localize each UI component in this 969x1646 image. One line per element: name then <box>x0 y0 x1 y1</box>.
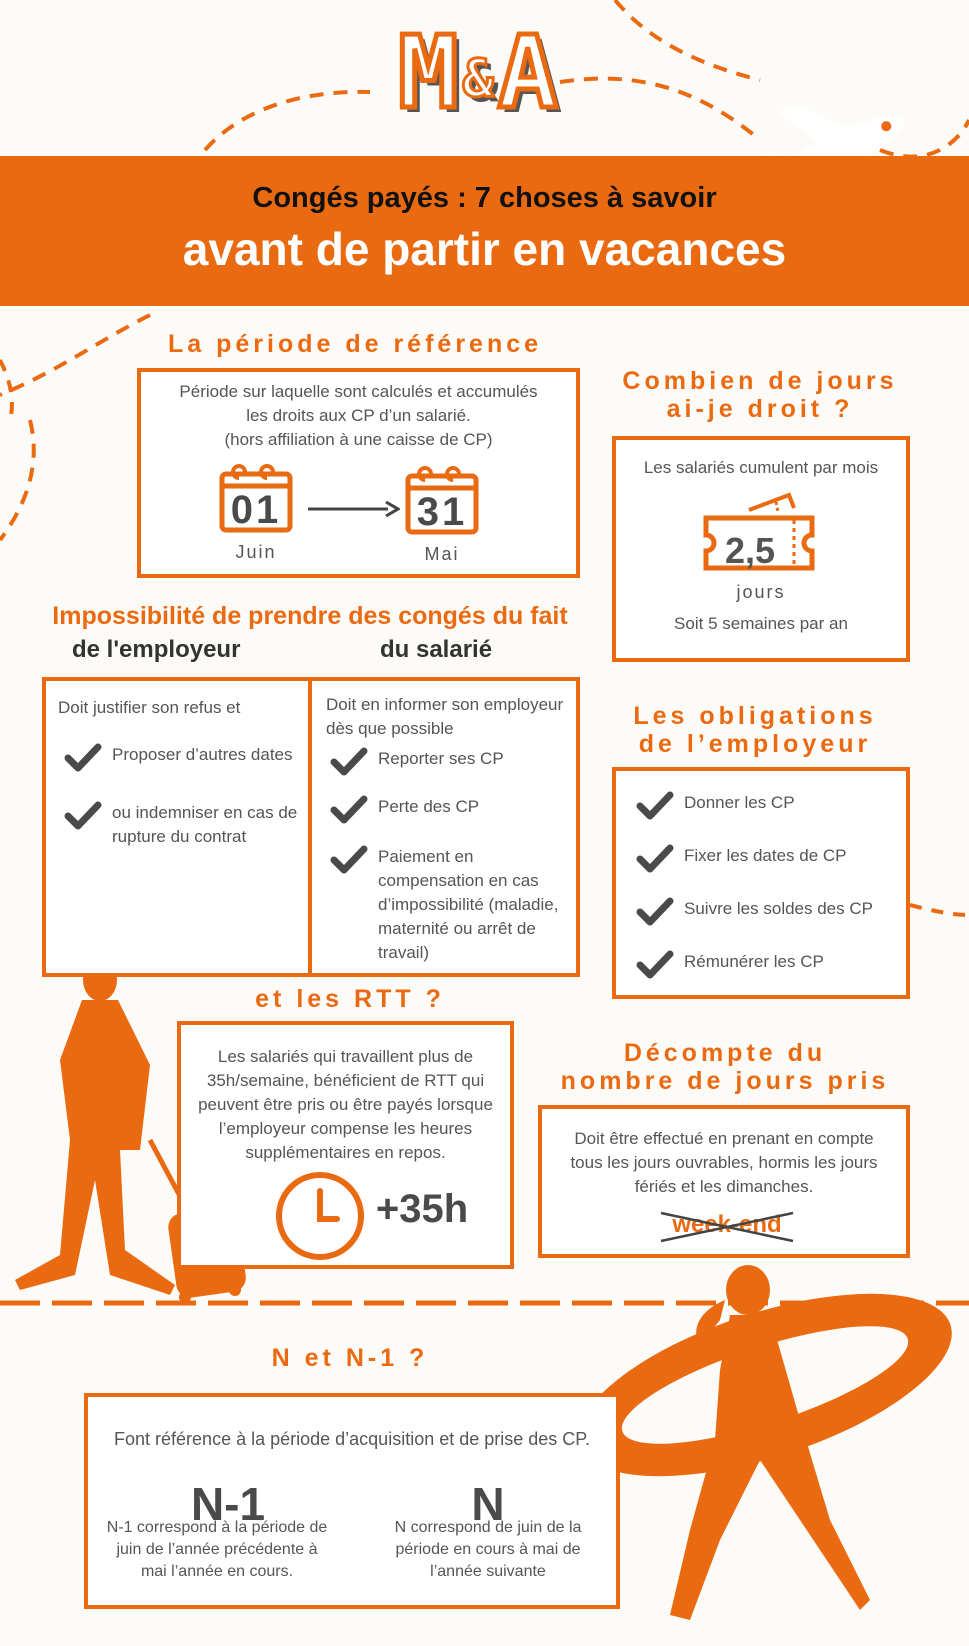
banner-title: avant de partir en vacances <box>182 223 787 275</box>
checkmark-icon <box>64 743 102 773</box>
employeur-box <box>42 677 312 977</box>
checkmark-icon <box>330 845 368 875</box>
dashed-flight-path-corner <box>615 0 969 157</box>
obligation-item <box>636 844 906 874</box>
droit-box <box>612 436 910 662</box>
employeur-item <box>64 743 304 773</box>
logo-letter-a: A <box>497 14 562 131</box>
employeur-item <box>64 801 314 849</box>
obligations-box <box>612 767 910 999</box>
obligation-item <box>636 791 906 821</box>
employeur-intro: Doit justifier son refus et <box>58 698 241 717</box>
n-label: N <box>471 1478 505 1530</box>
obligation-item-label: Fixer les dates de CP <box>684 846 847 865</box>
checkmark-icon <box>64 801 102 831</box>
dashed-flight-path-right <box>910 905 969 915</box>
clock-icon <box>273 1169 367 1263</box>
reference-start-day: 01 <box>230 488 282 532</box>
decompte-box <box>538 1105 910 1258</box>
reference-end-month: Mai <box>424 544 460 564</box>
n1-label: N-1 <box>190 1478 266 1530</box>
checkmark-icon <box>636 844 674 874</box>
logo-ampersand: & <box>462 49 498 110</box>
droit-intro: Les salariés cumulent par mois <box>643 458 879 477</box>
reference-line-2: les droits aux CP d’un salarié. <box>246 406 471 425</box>
cross-out-icon <box>657 1209 797 1245</box>
droit-unit: jours <box>736 582 786 602</box>
obligation-item-label: Donner les CP <box>684 793 795 812</box>
reference-line-3: (hors affiliation à une caisse de CP) <box>224 430 493 449</box>
droit-value: 2,5 <box>724 530 776 571</box>
checkmark-icon <box>636 950 674 980</box>
rtt-box <box>177 1021 514 1269</box>
impossibilite-title: Impossibilité de prendre des congés du fait <box>52 602 568 630</box>
salarie-item-label: Perte des CP <box>378 797 480 816</box>
salarie-box <box>308 677 580 977</box>
decompte-text: Doit être effectué en prenant en compte tous les jours ouvrables, hormis les jours fériés et les dimanches. <box>570 1129 878 1196</box>
arrow-right-icon <box>308 500 400 518</box>
brand-logo <box>370 14 590 131</box>
reference-start-month: Juin <box>235 542 277 562</box>
employeur-label: de l'employeur <box>72 636 241 663</box>
logo-letter-m: M <box>398 14 463 131</box>
reference-end-day: 31 <box>416 490 468 534</box>
rtt-text: Les salariés qui travaillent plus de 35h/semaine, bénéficient de RTT qui peuvent être pris ou être payés lorsque l’employeur compense les heures supplémentaires en repos. <box>198 1047 493 1162</box>
obligations-title-line-2: de l’employeur <box>638 730 872 758</box>
decompte-title-line-1: Décompte du <box>623 1039 827 1067</box>
banner-subtitle: Congés payés : 7 choses à savoir <box>252 182 717 214</box>
n-text: N correspond de juin de la période en cours à mai de l’année suivante <box>394 1519 582 1580</box>
n-title: N et N-1 ? <box>271 1344 429 1372</box>
n-intro: Font référence à la période d’acquisition et de prise des CP. <box>114 1429 590 1449</box>
title-banner <box>0 156 969 306</box>
n-box <box>84 1393 620 1609</box>
reference-title: La période de référence <box>167 330 543 358</box>
checkmark-icon <box>636 897 674 927</box>
salarie-item <box>330 845 570 965</box>
obligation-item-label: Suivre les soldes des CP <box>684 899 873 918</box>
salarie-item <box>330 747 570 777</box>
checkmark-icon <box>330 747 368 777</box>
employeur-item-label: ou indemniser en cas de rupture du contrat <box>112 803 298 846</box>
salarie-intro: Doit en informer son employeur dès que possible <box>326 695 564 738</box>
reference-line-1: Période sur laquelle sont calculés et accumulés <box>179 382 538 401</box>
obligation-item <box>636 897 906 927</box>
decompte-title-line-2: nombre de jours pris <box>560 1067 890 1095</box>
salarie-item-label: Reporter ses CP <box>378 749 504 768</box>
checkmark-icon <box>636 791 674 821</box>
salarie-item-label: Paiement en compensation en cas d’impossibilité (maladie, maternité ou arrêt de travail) <box>378 847 559 962</box>
rtt-title: et les RTT ? <box>255 985 445 1013</box>
droit-title-line-1: Combien de jours <box>622 367 898 395</box>
droit-note: Soit 5 semaines par an <box>674 614 848 633</box>
dashed-flight-path-left <box>0 315 150 540</box>
n1-text: N-1 correspond à la période de juin de l’année précédente à mai l’année en cours. <box>106 1519 328 1580</box>
obligations-title-line-1: Les obligations <box>633 702 877 730</box>
obligation-item-label: Rémunérer les CP <box>684 952 824 971</box>
salarie-item <box>330 795 570 825</box>
rtt-hours: +35h <box>375 1187 469 1231</box>
checkmark-icon <box>330 795 368 825</box>
employeur-item-label: Proposer d’autres dates <box>112 745 293 764</box>
decompte-crossed-word: week-end <box>672 1211 782 1238</box>
reference-box <box>137 368 580 578</box>
droit-title-line-2: ai-je droit ? <box>666 395 854 423</box>
obligation-item <box>636 950 906 980</box>
salarie-label: du salarié <box>380 636 493 663</box>
